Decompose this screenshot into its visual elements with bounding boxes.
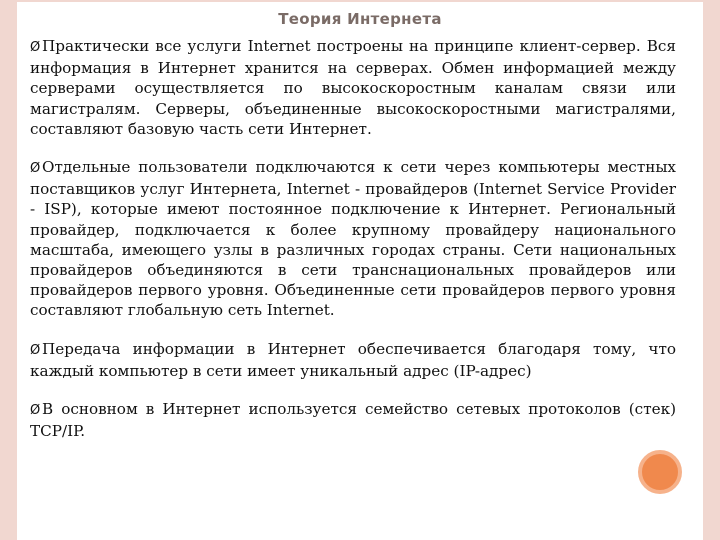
bullet-arrow-icon: Ø (30, 403, 41, 419)
slide-frame-left (0, 0, 17, 540)
slide-frame-top (17, 0, 703, 2)
slide-content (30, 36, 676, 459)
bullet-paragraph-3 (30, 339, 676, 381)
bullet-paragraph-4 (30, 399, 676, 441)
bullet-arrow-icon: Ø (30, 342, 41, 358)
bullet-arrow-icon: Ø (30, 161, 41, 177)
paragraph-text: Передача информации в Интернет обеспечивается благодаря тому, что каждый компьютер в сети имеет уникальный адрес (IP-адрес) (30, 339, 676, 380)
bullet-paragraph-2 (30, 157, 676, 321)
bullet-paragraph-1 (30, 36, 676, 139)
slide-number-circle (638, 450, 682, 494)
slide-frame-right (703, 0, 720, 540)
paragraph-text: Отдельные пользователи подключаются к сети через компьютеры местных поставщиков услуг Интернета, Internet - провайдеров (Internet Service Provider - ISP), которые имеют постоянное подключение к Интернет. Региональный провайдер, подключается к более крупному провайдеру национального масштаба, имеющего узлы в различных городах страны. Сети национальных провайдеров объединяются в сети транснациональных провайдеров или провайдеров первого уровня. Объединенные сети провайдеров первого уровня составляют глобальную сеть Internet. (30, 158, 676, 320)
slide-title: Теория Интернета (278, 10, 442, 28)
bullet-arrow-icon: Ø (30, 40, 41, 55)
paragraph-text: Практически все услуги Internet построены на принципе клиент-сервер. Вся информация в Интернет хранится на серверах. Обмен информацией между серверами осуществляется по высокоскоростным каналам связи или магистралям. Серверы, объединенные высокоскоростными магистралями, составляют базовую часть сети Интернет. (30, 37, 676, 138)
paragraph-text: В основном в Интернет используется семейство сетевых протоколов (стек) TCP/IP. (30, 400, 676, 441)
